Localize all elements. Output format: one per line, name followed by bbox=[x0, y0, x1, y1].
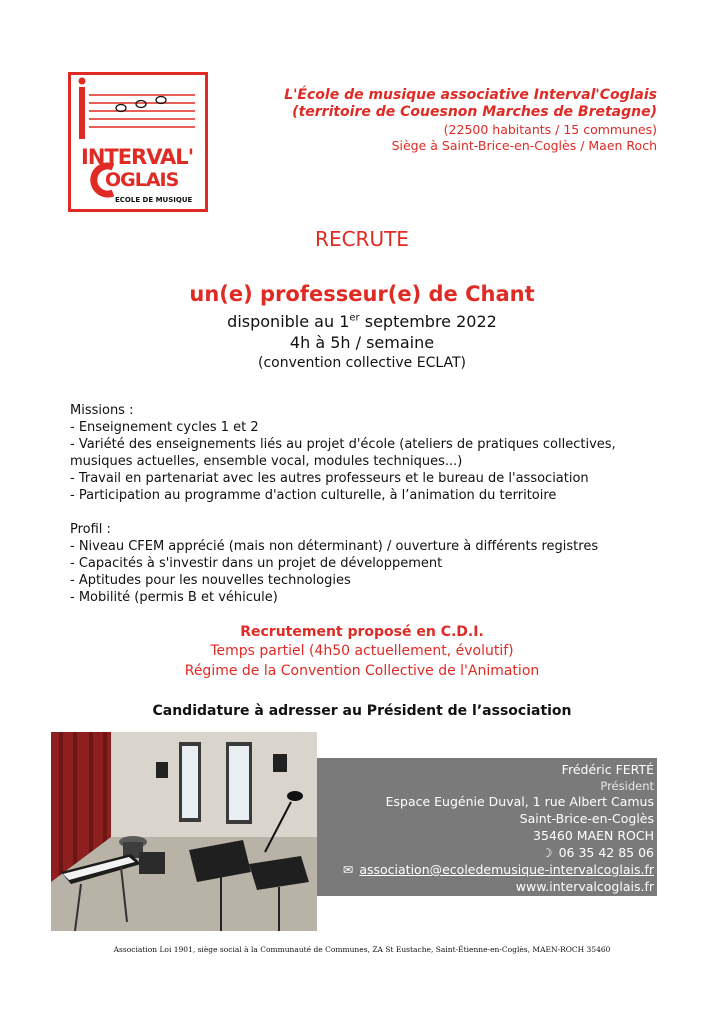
list-item: musiques actuelles, ensemble vocal, modules techniques...) bbox=[70, 454, 463, 469]
footer-note: Association Loi 1901, siège social à la Communauté de Communes, ZA St Eustache, Saint-Étienne-en-Coglès, MAEN-ROCH 35460 bbox=[113, 945, 611, 954]
school-name: L'École de musique associative Interval'Coglais bbox=[284, 87, 657, 103]
population: (22500 habitants / 15 communes) bbox=[443, 122, 657, 137]
list-item: - Aptitudes pour les nouvelles technologies bbox=[70, 573, 351, 588]
profil-title: Profil : bbox=[70, 522, 111, 537]
regime: Régime de la Convention Collective de l'Animation bbox=[184, 663, 540, 679]
envelope-icon: ✉ bbox=[342, 862, 354, 877]
contact-address-line2: Saint-Brice-en-Coglès bbox=[519, 811, 654, 826]
availability-sup: er bbox=[349, 312, 360, 324]
contact-panel bbox=[317, 758, 657, 896]
availability-prefix: disponible au 1 bbox=[227, 312, 350, 331]
contract-type: Recrutement proposé en C.D.I. bbox=[240, 624, 484, 640]
phone-icon: ☽ bbox=[541, 845, 553, 860]
contact-phone bbox=[541, 845, 654, 860]
music-room-photo bbox=[51, 732, 317, 931]
hours: 4h à 5h / semaine bbox=[289, 333, 435, 352]
list-item: - Mobilité (permis B et véhicule) bbox=[70, 590, 278, 605]
list-item: - Travail en partenariat avec les autres professeurs et le bureau de l'association bbox=[70, 471, 589, 486]
candidature-note: Candidature à adresser au Président de l’association bbox=[152, 703, 572, 719]
list-item: - Participation au programme d'action culturelle, à l’animation du territoire bbox=[70, 488, 557, 503]
availability-date: septembre 2022 bbox=[359, 312, 497, 331]
logo-text-interval: INTERVAL' bbox=[81, 145, 194, 169]
missions-section bbox=[70, 402, 670, 504]
part-time: Temps partiel (4h50 actuellement, évolutif) bbox=[210, 643, 514, 659]
contact-email bbox=[343, 862, 654, 877]
missions-title: Missions : bbox=[70, 403, 134, 418]
territory: (territoire de Couesnon Marches de Bretagne) bbox=[292, 104, 657, 120]
email-link[interactable]: association@ecoledemusique-intervalcoglais.fr bbox=[359, 862, 654, 877]
logo-text-coglais: OGLAIS bbox=[105, 169, 179, 191]
list-item: - Enseignement cycles 1 et 2 bbox=[70, 420, 259, 435]
logo-text-ecole: ECOLE DE MUSIQUE bbox=[115, 196, 193, 204]
profil-section bbox=[70, 521, 670, 606]
list-item: - Capacités à s'investir dans un projet de développement bbox=[70, 556, 443, 571]
convention: (convention collective ECLAT) bbox=[258, 355, 466, 371]
headquarters: Siège à Saint-Brice-en-Coglès / Maen Roch bbox=[391, 138, 657, 153]
contact-address-line1: Espace Eugénie Duval, 1 rue Albert Camus bbox=[385, 794, 654, 809]
contact-name: Frédéric FERTÉ bbox=[561, 762, 654, 777]
list-item: - Niveau CFEM apprécié (mais non déterminant) / ouverture à différents registres bbox=[70, 539, 599, 554]
website-link[interactable]: www.intervalcoglais.fr bbox=[515, 879, 654, 894]
availability bbox=[0, 312, 724, 331]
list-item: - Variété des enseignements liés au projet d'école (ateliers de pratiques collectives, bbox=[70, 437, 616, 452]
job-title: un(e) professeur(e) de Chant bbox=[189, 282, 535, 306]
school-logo bbox=[68, 72, 208, 212]
recrute-heading: RECRUTE bbox=[315, 227, 409, 251]
contact-phone-number: 06 35 42 85 06 bbox=[558, 845, 654, 860]
contact-address-line3: 35460 MAEN ROCH bbox=[533, 828, 654, 843]
contact-role: Président bbox=[600, 779, 654, 793]
